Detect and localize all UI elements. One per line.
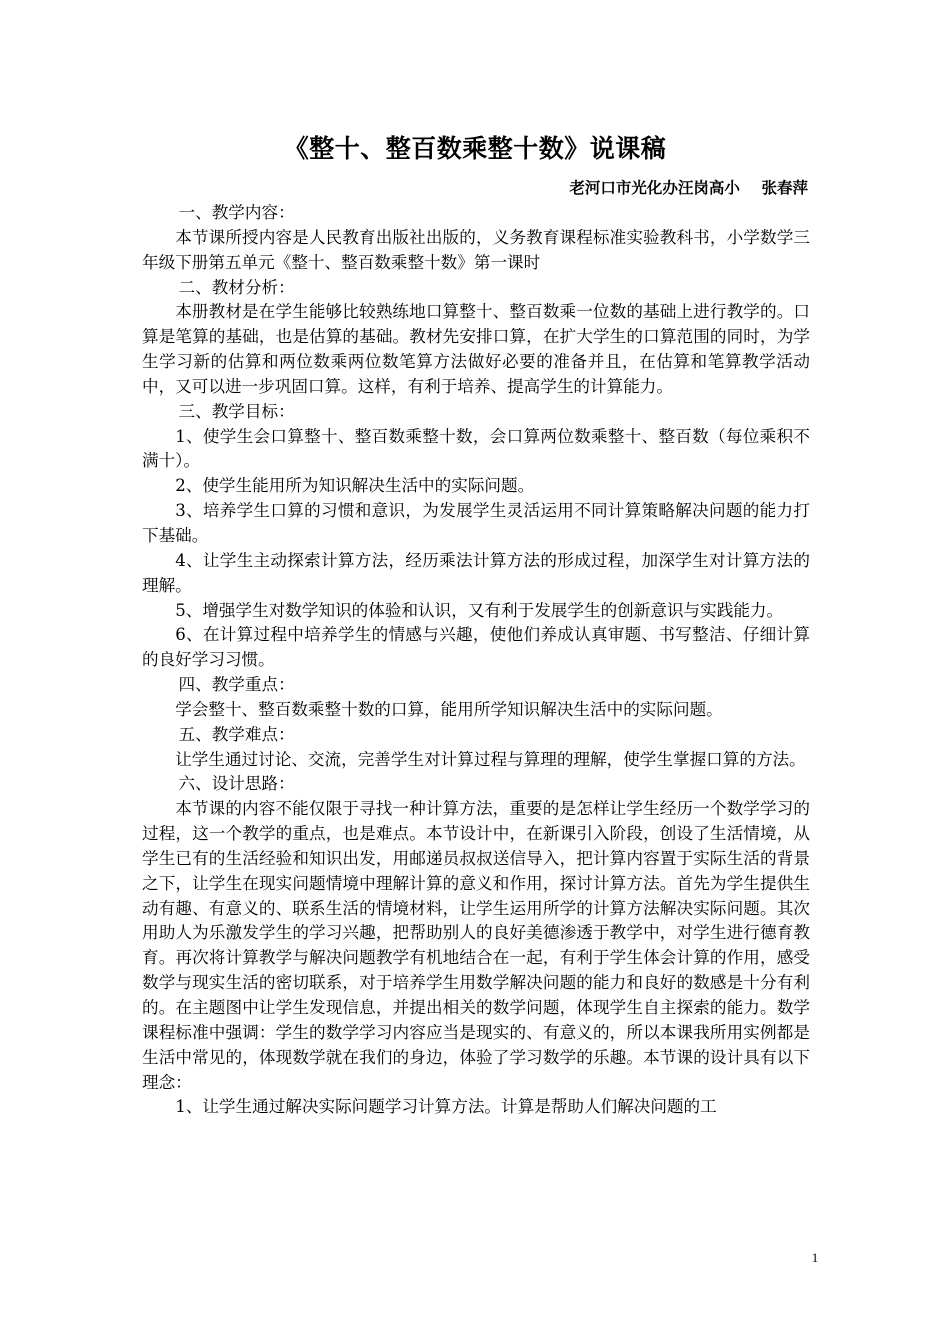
page-number: 1 [811, 1250, 819, 1265]
section-heading-difficulties: 五、教学难点： [178, 724, 295, 744]
section-heading-objectives: 三、教学目标： [178, 401, 295, 421]
paragraph-design: 本节课的内容不能仅限于寻找一种计算方法，重要的是怎样让学生经历一个数学学习的过程，这一个教学的重点，也是难点。本节设计中，在新课引入阶段，创设了生活情境，从学生已有的生活经验和知识出发，用邮递员叔叔送信导入，把计算内容置于实际生活的背景之下，让学生在现实问题情境中理解计算的意义和作用，探讨计算方法。首先为学生提供生动有趣、有意义的、联系生活的情境材料，让学生运用所学的计算方法解决实际问题。其次用助人为乐激发学生的学习兴趣，把帮助别人的良好美德渗透于教学中，对学生进行德育教育。再次将计算教学与解决问题教学有机地结合在一起，有利于学生体会计算的作用，感受数学与现实生活的密切联系，对于培养学生用数学解决问题的能力和良好的数感是十分有利的。在主题图中让学生发现信息，并提出相关的数学问题，体现学生自主探索的能力。数学课程标准中强调：学生的数学学习内容应当是现实的、有意义的，所以本课我所用实例都是生活中常见的，体现数学就在我们的身边，体验了学习数学的乐趣。本节课的设计具有以下理念： [142, 799, 810, 1092]
objective-item-1: 1、使学生会口算整十、整百数乘整十数，会口算两位数乘整十、整百数（每位乘积不满十）。 [142, 426, 810, 471]
objective-item-4: 4、让学生主动探索计算方法，经历乘法计算方法的形成过程，加深学生对计算方法的理解。 [142, 550, 810, 595]
document-title: 《整十、整百数乘整十数》说课稿 [283, 134, 667, 163]
objective-item-6: 6、在计算过程中培养学生的情感与兴趣，使他们养成认真审题、书写整洁、仔细计算的良好学习习惯。 [142, 625, 810, 670]
paragraph-analysis: 本册教材是在学生能够比较熟练地口算整十、整百数乘一位数的基础上进行教学的。口算是笔算的基础，也是估算的基础。教材先安排口算，在扩大学生的口算范围的同时，为学生学习新的估算和两位数乘两位数笔算方法做好必要的准备并且，在估算和笔算教学活动中，又可以进一步巩固口算。这样，有利于培养、提高学生的计算能力。 [142, 302, 810, 396]
section-heading-analysis: 二、教材分析： [178, 277, 295, 297]
objective-item-2: 2、使学生能用所为知识解决生活中的实际问题。 [175, 476, 535, 496]
paragraph-key-points: 学会整十、整百数乘整十数的口算，能用所学知识解决生活中的实际问题。 [175, 699, 723, 719]
objective-item-3: 3、培养学生口算的习惯和意识，为发展学生灵活运用不同计算策略解决问题的能力打下基础。 [142, 501, 810, 545]
paragraph-content: 本节课所授内容是人民教育出版社出版的，义务教育课程标准实验教科书，小学数学三年级下册第五单元《整十、整百数乘整十数》第一课时 [142, 227, 810, 272]
document-body [142, 201, 810, 1120]
author-line: 老河口市光化办汪岗高小 张春萍 [569, 179, 808, 197]
section-heading-design: 六、设计思路： [178, 774, 295, 794]
section-heading-key-points: 四、教学重点： [178, 675, 295, 695]
paragraph-design-item-1: 1、让学生通过解决实际问题学习计算方法。计算是帮助人们解决问题的工 [175, 1097, 717, 1117]
objective-item-5: 5、增强学生对数学知识的体验和认识，又有利于发展学生的创新意识与实践能力。 [175, 600, 784, 620]
section-heading-content: 一、教学内容： [178, 203, 295, 222]
paragraph-difficulties: 让学生通过讨论、交流，完善学生对计算过程与算理的理解，使学生掌握口算的方法。 [175, 749, 806, 769]
